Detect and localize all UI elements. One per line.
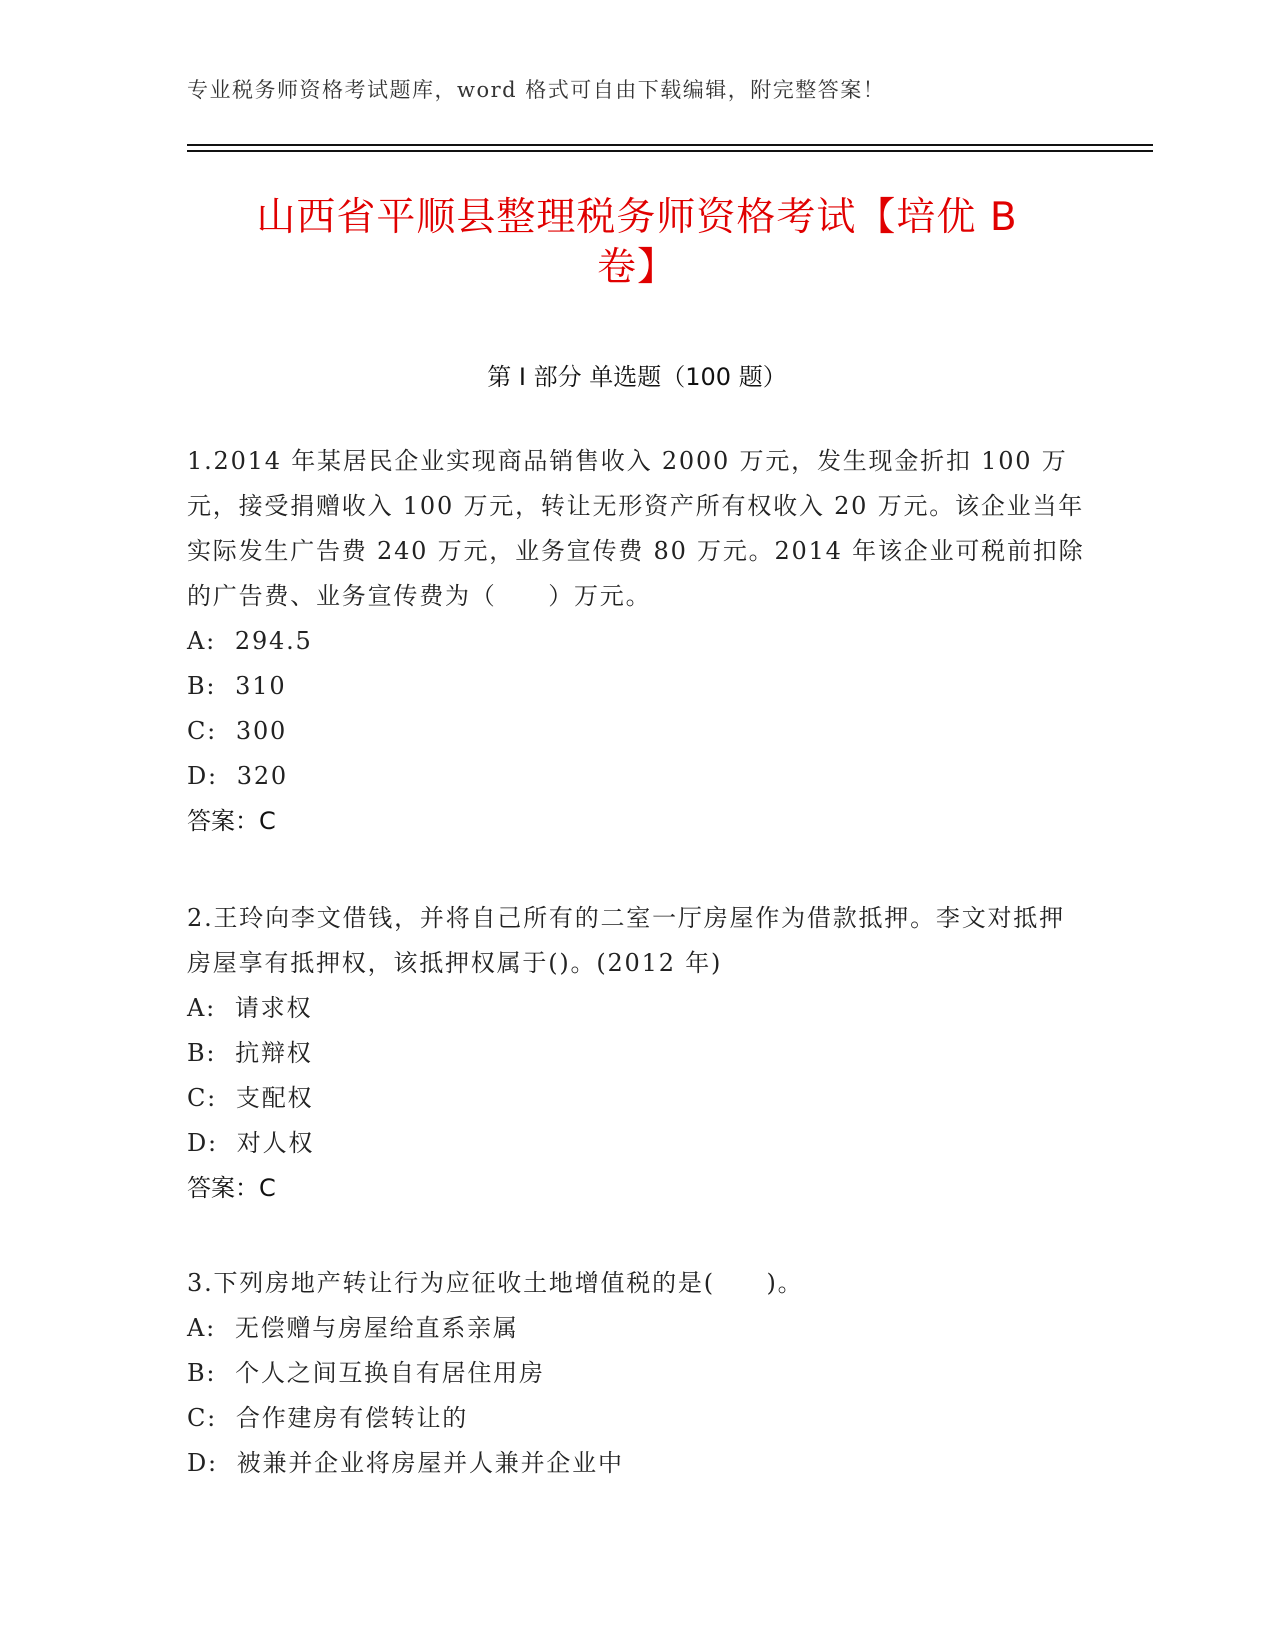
- header-note: 专业税务师资格考试题库，word 格式可自由下载编辑，附完整答案！: [187, 78, 886, 102]
- option-a: A: 请求权: [187, 994, 313, 1022]
- option-b: B: 抗辩权: [187, 1039, 313, 1067]
- header-rule-bottom: [187, 150, 1153, 152]
- option-b: B: 310: [187, 672, 287, 700]
- question-text: 2.王玲向李文借钱，并将自己所有的二室一厅房屋作为借款抵押。李文对抵押房屋享有抵押权，该抵押权属于()。(2012 年): [187, 904, 1065, 977]
- part-heading: 第 I 部分 单选题（100 题）: [487, 363, 787, 391]
- option-d: D: 320: [187, 762, 288, 790]
- answer-line: 答案：C: [187, 1174, 276, 1202]
- title-line-1: 山西省平顺县整理税务师资格考试【培优 B: [256, 195, 1018, 240]
- question-2: [187, 896, 1087, 1211]
- header-rule-top: [187, 144, 1153, 146]
- title-line-2: 卷】: [596, 245, 677, 290]
- answer-line: 答案：C: [187, 807, 276, 835]
- option-b: B: 个人之间互换自有居住用房: [187, 1359, 545, 1387]
- option-a: A: 无偿赠与房屋给直系亲属: [187, 1314, 519, 1342]
- option-c: C: 300: [187, 717, 288, 745]
- option-a: A: 294.5: [187, 627, 313, 655]
- document-title: [187, 193, 1087, 293]
- option-d: D: 对人权: [187, 1129, 315, 1157]
- option-d: D: 被兼并企业将房屋并人兼并企业中: [187, 1449, 624, 1477]
- option-c: C: 支配权: [187, 1084, 314, 1112]
- question-3: [187, 1261, 1087, 1486]
- question-1: [187, 439, 1087, 844]
- option-c: C: 合作建房有偿转让的: [187, 1404, 469, 1432]
- question-text: 3.下列房地产转让行为应征收土地增值税的是( )。: [187, 1269, 804, 1297]
- question-text: 1.2014 年某居民企业实现商品销售收入 2000 万元，发生现金折扣 100 万元，接受捐赠收入 100 万元，转让无形资产所有权收入 20 万元。该企业当年实际发生广告费 240 万元，业务宣传费 80 万元。2014 年该企业可税前扣除的广告费、业务宣传费为（ ）万元。: [187, 447, 1085, 610]
